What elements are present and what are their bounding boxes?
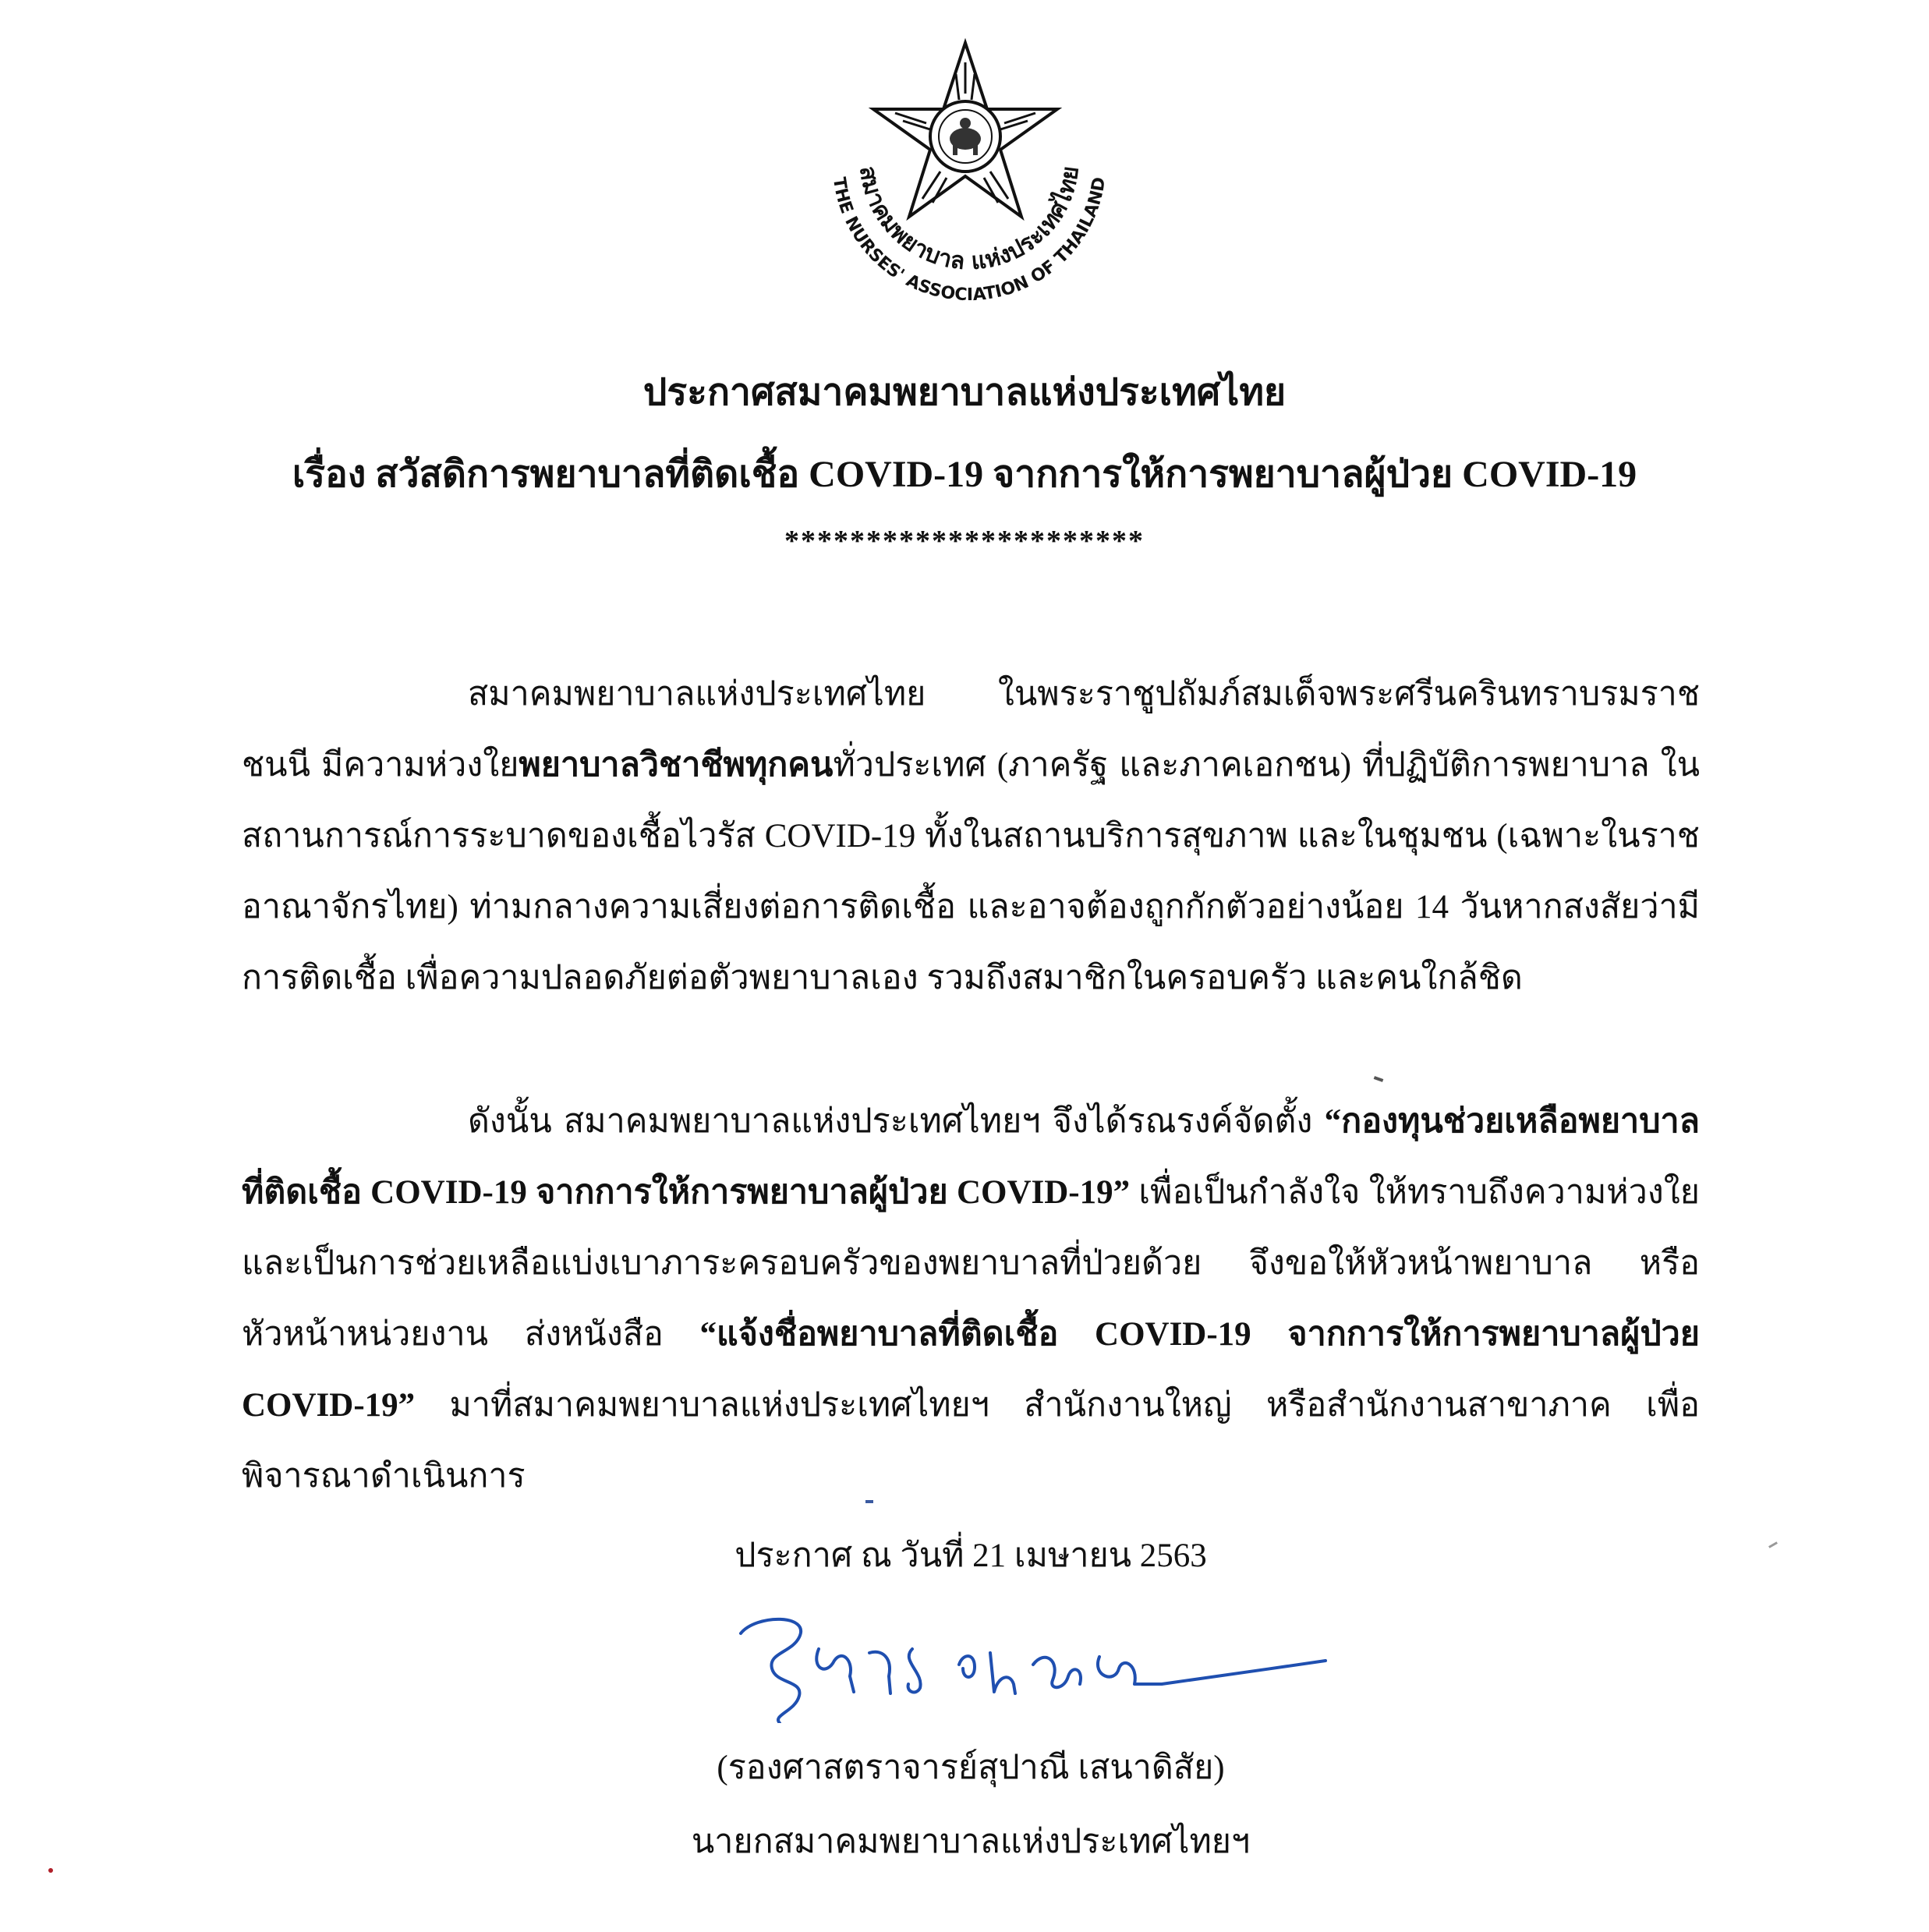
paragraph-2-text-b: เพื่อเป็นกำลังใจ ให้ทราบถึงความห่วงใย และเป็นการช่วยเหลือแบ่งเบาภาระครอบครัวของพยาบาลที่ป่วยด้วย จึงขอให้หัวหน้าพยาบาล หรือหัวหน้าหน่วยงาน ส่งหนังสือ [242, 1174, 1700, 1353]
scan-speck [48, 1868, 53, 1873]
paragraph-2-text-a: ดังนั้น สมาคมพยาบาลแห่งประเทศไทยฯ จึงได้รณรงค์จัดตั้ง [468, 1103, 1325, 1140]
announcement-title: ประกาศสมาคมพยาบาลแห่งประเทศไทย [642, 372, 1287, 413]
paragraph-2-text-c: มาที่สมาคมพยาบาลแห่งประเทศไทยฯ สำนักงานใหญ่ หรือสำนักงานสาขาภาค เพื่อพิจารณาดำเนินการ [242, 1387, 1700, 1495]
paragraph-2 [242, 1086, 1700, 1512]
paragraph-2-letter-title: “แจ้งชื่อพยาบาลที่ติดเชื้อ COVID-19 จากการให้การพยาบาลผู้ป่วย COVID-19” [242, 1316, 1700, 1424]
association-logo [786, 31, 1145, 304]
paragraph-1-text-a: สมาคมพยาบาลแห่งประเทศไทย ในพระราชูปถัมภ์สมเด็จพระศรีนครินทราบรมราชชนนี มีความห่วงใย [242, 676, 1700, 784]
scan-speck [1768, 1541, 1778, 1548]
logo-thai-text: สมาคมพยาบาล แห่งประเทศไทย [854, 164, 1085, 276]
paragraph-1 [242, 659, 1700, 1014]
paragraph-1-text-b: ทั่วประเทศ (ภาครัฐ และภาคเอกชน) ที่ปฏิบัติการพยาบาล ในสถานการณ์การระบาดของเชื้อไวรัส COVID-19 ทั้งในสถานบริการสุขภาพ และในชุมชน (เฉพาะในราชอาณาจักรไทย) ท่ามกลางความเสี่ยงต่อการติดเชื้อ และอาจต้องถูกกักตัวอย่างน้อย 14 วันหากสงสัยว่ามีการติดเชื้อ เพื่อความปลอดภัยต่อตัวพยาบาลเอง รวมถึงสมาชิกในครอบครัว และคนใกล้ชิด [242, 747, 1700, 996]
signature [725, 1606, 1333, 1723]
star-emblem [873, 43, 1057, 217]
paragraph-1-bold: พยาบาลวิชาชีพทุกคน [519, 747, 834, 784]
logo-english-text: THE NURSES' ASSOCIATION OF THAILAND [828, 175, 1110, 304]
scan-speck [865, 1500, 873, 1503]
paragraph-2-fund-name: “กองทุนช่วยเหลือพยาบาลที่ติดเชื้อ COVID-19 จากการให้การพยาบาลผู้ป่วย COVID-19” [242, 1103, 1700, 1211]
scan-speck [1374, 1076, 1384, 1082]
announcement-subject: เรื่อง สวัสดิการพยาบาลที่ติดเชื้อ COVID-19 จากการให้การพยาบาลผู้ป่วย COVID-19 [292, 454, 1637, 495]
announcement-date: ประกาศ ณ วันที่ 21 เมษายน 2563 [734, 1537, 1207, 1574]
separator-stars: ********************** [784, 525, 1145, 557]
signatory-name: (รองศาสตราจารย์สุปาณี เสนาดิสัย) [717, 1750, 1225, 1786]
signatory-position: นายกสมาคมพยาบาลแห่งประเทศไทยฯ [691, 1824, 1251, 1860]
